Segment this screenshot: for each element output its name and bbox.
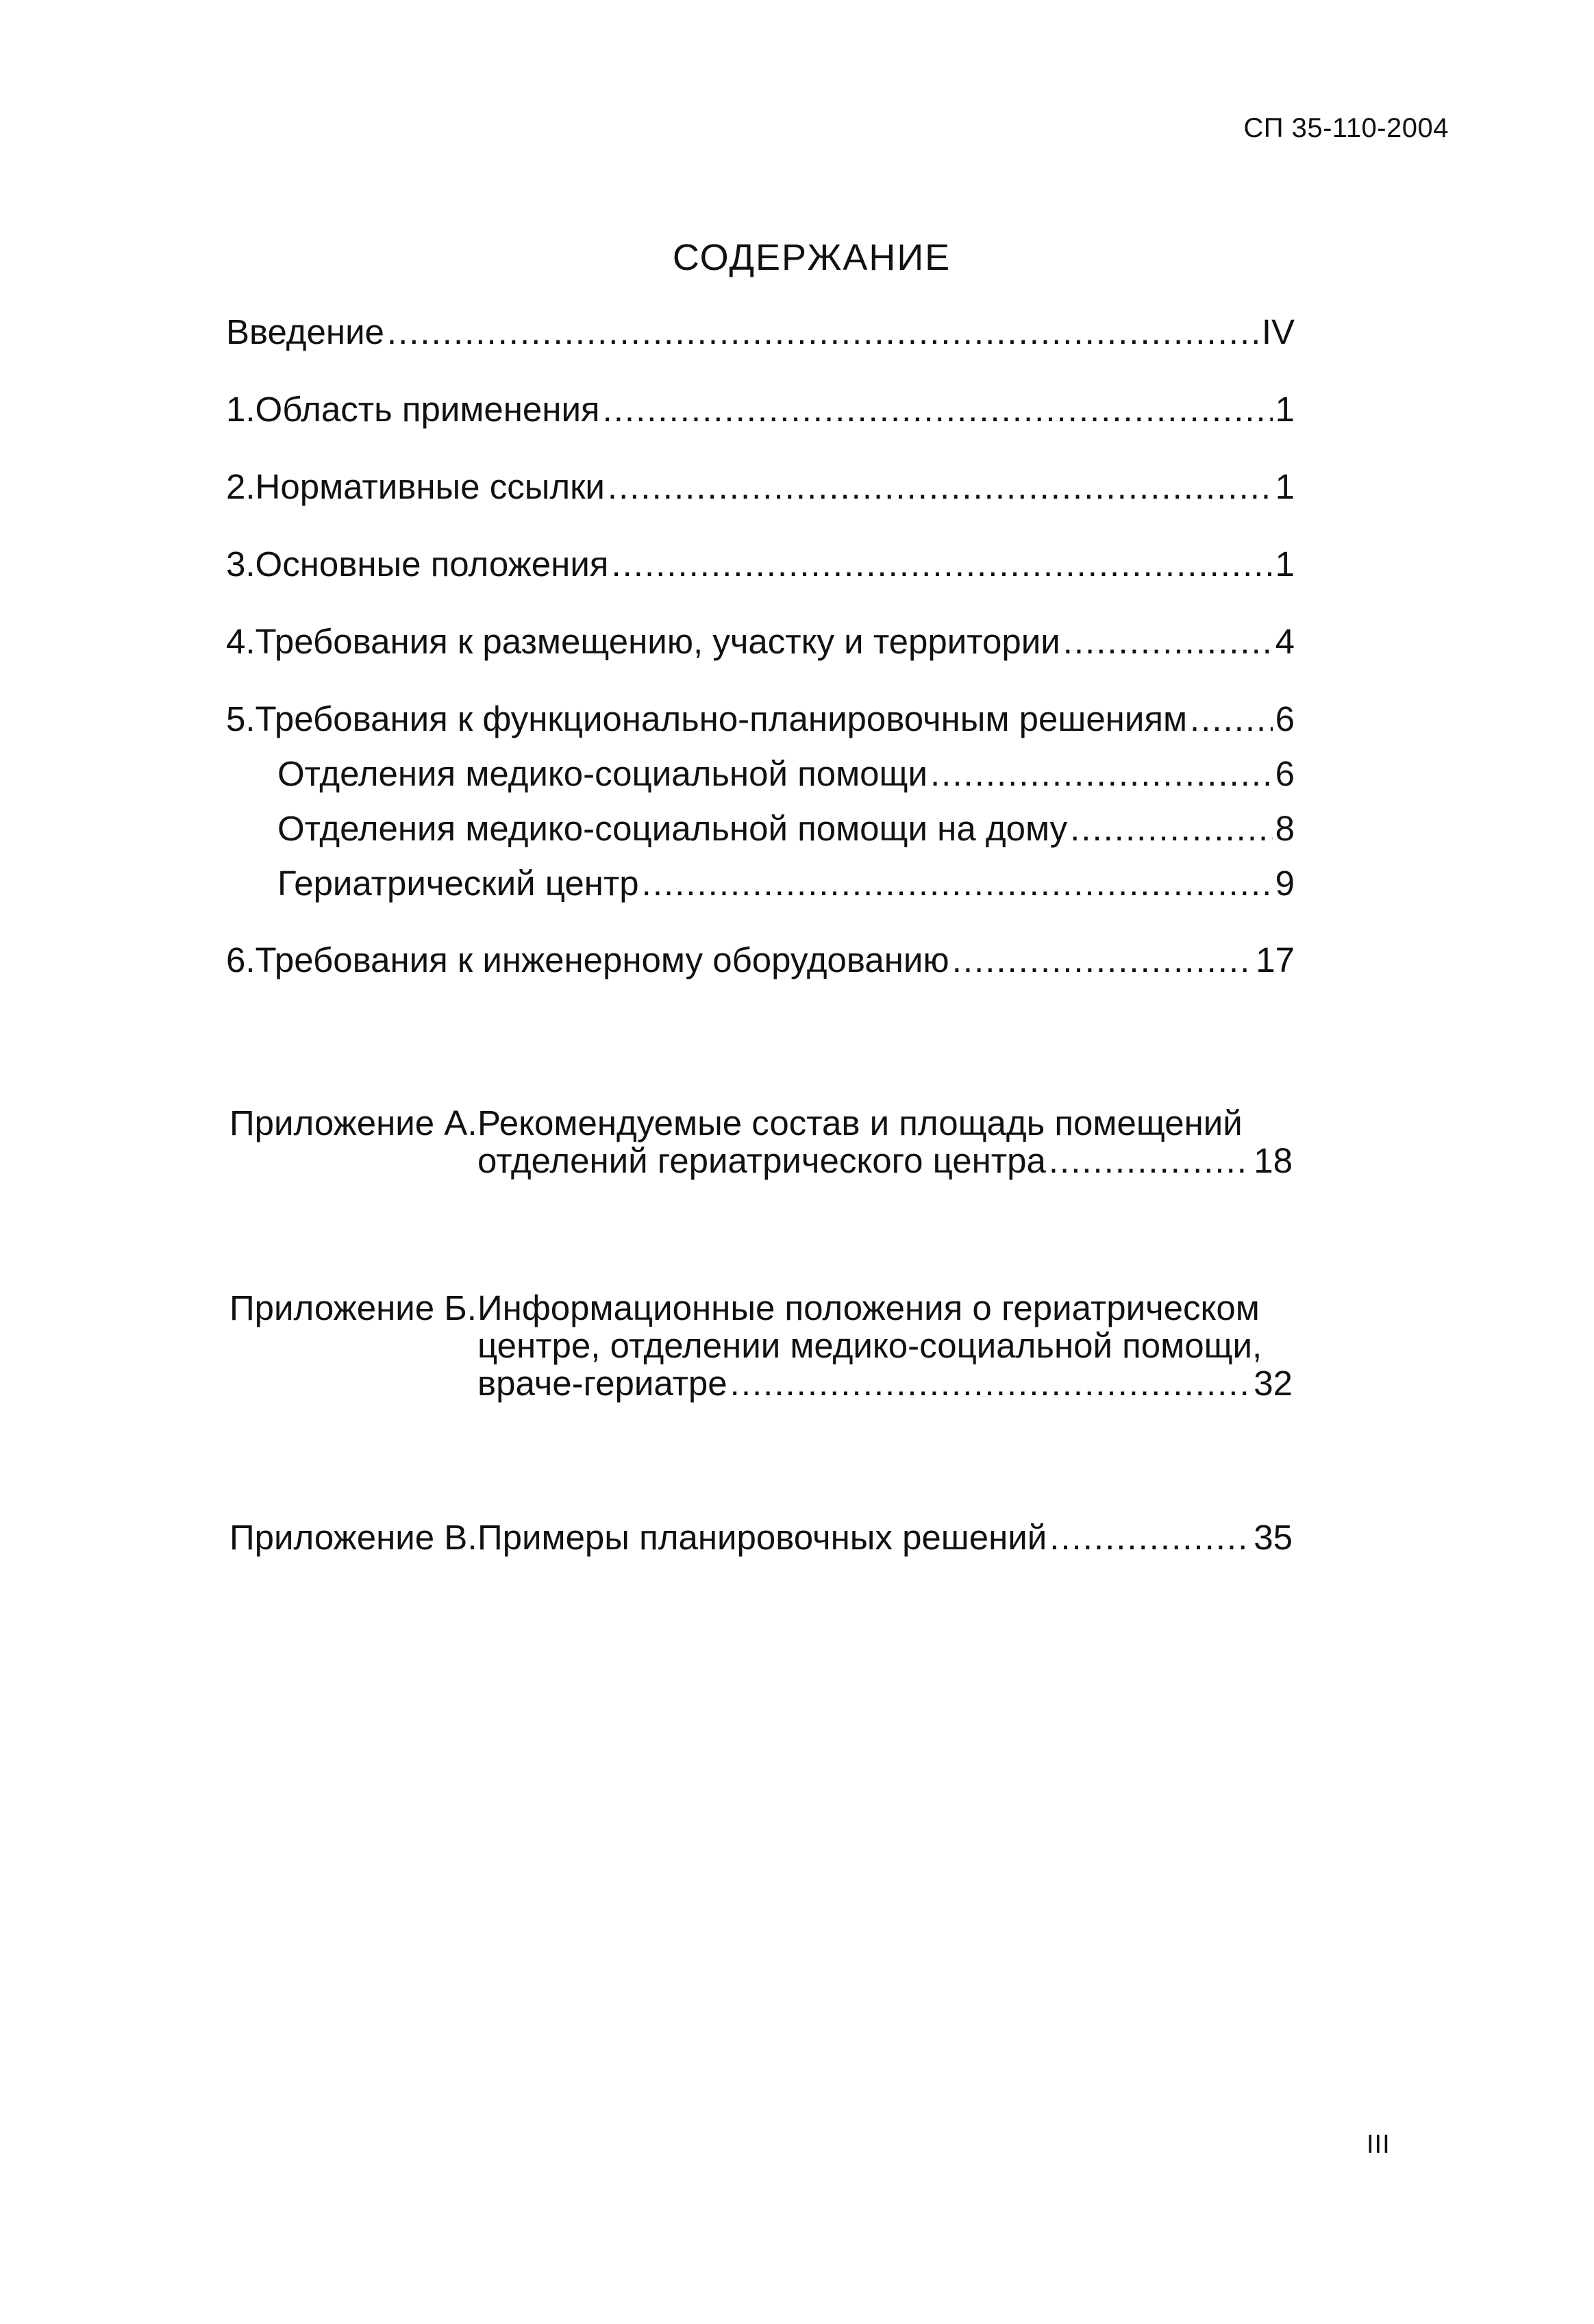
document-code: СП 35-110-2004 <box>1243 113 1449 143</box>
appendix-a-page: 18 <box>1254 1141 1293 1180</box>
appendix-v-prefix[interactable]: Приложение В. <box>229 1518 477 1557</box>
toc-subentry-geriatric-center[interactable] <box>277 863 1295 904</box>
leader-dots <box>611 544 1272 585</box>
appendix-v-entry[interactable] <box>477 1517 1293 1558</box>
toc-entry-2[interactable] <box>226 466 1295 508</box>
toc-entry-label: Нормативные ссылки <box>255 467 605 506</box>
toc-entry-label: Отделения медико-социальной помощи <box>277 754 927 793</box>
toc-entry-number: 4. <box>226 622 256 661</box>
toc-entry-4[interactable] <box>226 621 1295 662</box>
leader-dots <box>930 753 1273 795</box>
toc-entry-label: Введение <box>226 312 384 351</box>
toc-entry-number: 6. <box>226 940 256 979</box>
leader-dots <box>608 466 1273 508</box>
appendix-v-line-1: Примеры планировочных решений <box>477 1518 1047 1557</box>
toc-entry-label: Требования к инженерному оборудованию <box>255 940 949 979</box>
toc-entry-3[interactable] <box>226 544 1295 585</box>
appendix-a-prefix[interactable]: Приложение А. <box>229 1103 477 1142</box>
toc-entry-label: Требования к функционально-планировочным решениям <box>255 699 1188 738</box>
leader-dots <box>1049 1140 1251 1182</box>
leader-dots <box>1190 699 1273 740</box>
leader-dots <box>603 389 1273 430</box>
toc-entry-6[interactable] <box>226 940 1295 981</box>
toc-entry-page: 1 <box>1275 467 1295 506</box>
toc-entry-label: Требования к размещению, участку и территории <box>255 622 1060 661</box>
toc-entry-number: 3. <box>226 545 256 584</box>
toc-entry-1[interactable] <box>226 389 1295 430</box>
toc-entry-page: 9 <box>1275 864 1295 903</box>
appendix-b-page: 32 <box>1254 1364 1293 1403</box>
toc-entry-page: 1 <box>1275 390 1295 429</box>
toc-entry-page: 6 <box>1275 699 1295 738</box>
toc-entry-label: Область применения <box>255 390 600 429</box>
toc-subentry-home-care[interactable] <box>277 808 1295 849</box>
toc-entry-page: IV <box>1261 312 1295 351</box>
appendix-b-line-2: центре, отделении медико-социальной помощи, <box>477 1326 1262 1365</box>
toc-entry-page: 6 <box>1275 754 1295 793</box>
leader-dots <box>1049 1517 1251 1558</box>
toc-entry-number: 5. <box>226 699 256 738</box>
leader-dots <box>1070 808 1273 849</box>
toc-entry-label: Гериатрический центр <box>277 864 639 903</box>
page-number: III <box>1367 2130 1391 2159</box>
toc-subentry-medical-social[interactable] <box>277 753 1295 795</box>
leader-dots <box>642 863 1273 904</box>
toc-entry-intro[interactable] <box>226 312 1295 353</box>
toc-entry-page: 4 <box>1275 622 1295 661</box>
page-title: СОДЕРЖАНИЕ <box>672 237 951 278</box>
toc-entry-number: 2. <box>226 467 256 506</box>
appendix-a-line-2: отделений гериатрического центра <box>477 1141 1046 1180</box>
leader-dots <box>730 1363 1251 1404</box>
toc-entry-label: Отделения медико-социальной помощи на дому <box>277 809 1068 848</box>
toc-entry-5[interactable] <box>226 699 1295 740</box>
appendix-b-line-3: враче-гериатре <box>477 1364 727 1403</box>
toc-entry-label: Основные положения <box>255 545 609 584</box>
leader-dots <box>952 940 1254 981</box>
appendix-v-page: 35 <box>1254 1518 1293 1557</box>
leader-dots <box>1063 621 1273 662</box>
appendix-a-line-1: Рекомендуемые состав и площадь помещений <box>477 1103 1243 1142</box>
toc-entry-page: 1 <box>1275 545 1295 584</box>
appendix-b-entry[interactable] <box>477 1363 1293 1404</box>
toc-entry-number: 1. <box>226 390 256 429</box>
appendix-a-entry[interactable] <box>477 1140 1293 1182</box>
leader-dots <box>387 312 1259 353</box>
toc-entry-page: 17 <box>1256 940 1295 979</box>
appendix-b-line-1: Информационные положения о гериатрическом <box>477 1288 1260 1327</box>
appendix-b-prefix[interactable]: Приложение Б. <box>229 1288 477 1327</box>
toc-entry-page: 8 <box>1275 809 1295 848</box>
